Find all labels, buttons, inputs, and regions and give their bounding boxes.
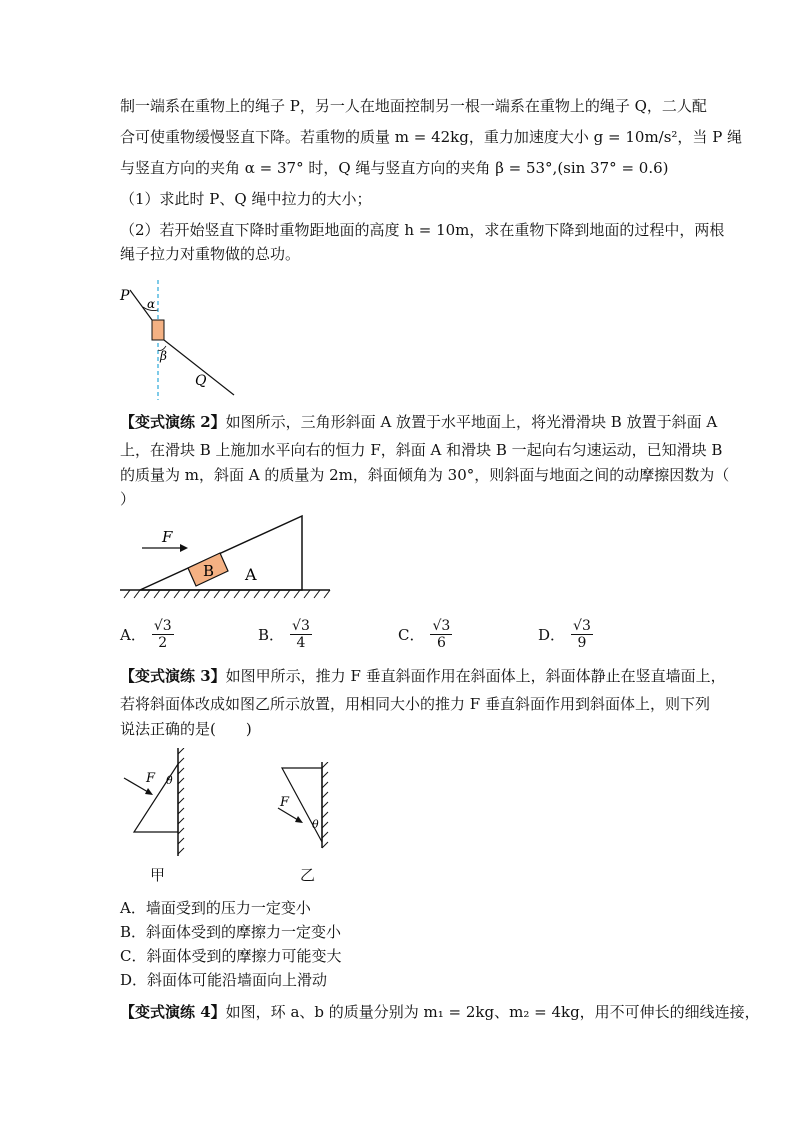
force-jia-arrow (124, 778, 148, 792)
wall-jia-hatching (178, 748, 184, 854)
label-alpha: α (147, 297, 156, 311)
problem3-line1 (120, 666, 726, 686)
incline-figure (120, 510, 340, 605)
option-d[interactable] (538, 618, 593, 651)
problem1-question2-line2: 绳子拉力对重物做的总功。 (120, 245, 301, 263)
label-beta: β (160, 349, 167, 363)
problem2-line1-text: 如图所示，三角形斜面 A 放置于水平地面上，将光滑滑块 B 放置于斜面 A (225, 413, 718, 431)
label-q: Q (195, 373, 207, 389)
option-a-label: A． (120, 626, 146, 644)
problem4-tag: 【变式演练 4】 (120, 1003, 226, 1021)
option-a-denominator: 2 (158, 635, 168, 651)
ground-hatching (124, 590, 330, 598)
option-a-numerator: √3 (153, 618, 172, 634)
problem1-question1: （1）求此时 P、Q 绳中拉力的大小； (120, 190, 372, 208)
problem1-line2: 合可使重物缓慢竖直下降。若重物的质量 m = 42kg，重力加速度大小 g = 10m/s²，当 P 绳 (120, 128, 743, 146)
label-theta-jia: θ (166, 774, 173, 787)
weight-block (152, 320, 164, 340)
problem3-option-b[interactable]: B．斜面体受到的摩擦力一定变小 (120, 923, 342, 941)
problem2-line3: 的质量为 m，斜面 A 的质量为 2m，斜面倾角为 30°，则斜面与地面之间的动摩擦因数为（ (120, 466, 730, 484)
problem2-line2: 上，在滑块 B 上施加水平向右的恒力 F，斜面 A 和滑块 B 一起向右匀速运动，已知滑块 B (120, 441, 723, 459)
label-theta-yi: θ (312, 818, 319, 831)
figure-yi (272, 762, 342, 852)
option-b[interactable] (258, 618, 312, 651)
force-f-arrowhead (180, 544, 188, 552)
caption-jia: 甲 (150, 866, 166, 884)
label-b: B (203, 562, 215, 580)
rope-figure (110, 280, 250, 405)
problem3-option-c[interactable]: C．斜面体受到的摩擦力可能变大 (120, 947, 342, 965)
problem1-line1: 制一端系在重物上的绳子 P，另一人在地面控制另一根一端系在重物上的绳子 Q，二人配 (120, 97, 707, 115)
problem2-line4: ） (120, 490, 136, 508)
label-a: A (245, 565, 257, 584)
option-c-numerator: √3 (432, 618, 451, 634)
option-b-fraction (290, 618, 312, 651)
problem1-line3: 与竖直方向的夹角 α = 37° 时，Q 绳与竖直方向的夹角 β = 53°,(sin 37° = 0.6) (120, 159, 669, 177)
figure-jia (120, 748, 190, 860)
problem3-line2: 若将斜面体改成如图乙所示放置，用相同大小的推力 F 垂直斜面作用到斜面体上，则下列 (120, 695, 710, 713)
problem4-line1-text: 如图，环 a、b 的质量分别为 m₁ = 2kg、m₂ = 4kg，用不可伸长的细线连接， (225, 1003, 760, 1021)
label-p: P (120, 288, 130, 304)
option-a-fraction (152, 618, 174, 651)
problem3-line3: 说法正确的是( ) (120, 720, 252, 738)
option-c[interactable] (398, 618, 452, 651)
option-a[interactable] (120, 618, 174, 651)
problem3-option-d[interactable]: D．斜面体可能沿墙面向上滑动 (120, 971, 328, 989)
label-f-yi: F (280, 795, 290, 810)
problem4-line1 (120, 1002, 760, 1022)
wall-yi-hatching (322, 762, 328, 848)
problem1-question2-line1: （2）若开始竖直下降时重物距地面的高度 h = 10m，求在重物下降到地面的过程中，两根 (120, 221, 725, 239)
problem2-line1 (120, 412, 717, 432)
label-f: F (162, 528, 173, 546)
option-c-label: C． (398, 626, 425, 644)
problem3-tag: 【变式演练 3】 (120, 667, 226, 685)
option-d-numerator: √3 (573, 618, 591, 634)
label-f-jia: F (146, 771, 156, 786)
option-b-label: B． (258, 626, 285, 644)
problem3-line1-text: 如图甲所示，推力 F 垂直斜面作用在斜面体上，斜面体静止在竖直墙面上， (225, 667, 726, 685)
problem3-option-a[interactable]: A．墙面受到的压力一定变小 (120, 899, 311, 917)
option-d-label: D． (538, 626, 566, 644)
option-d-denominator: 9 (577, 635, 587, 651)
caption-yi: 乙 (300, 866, 316, 884)
option-b-denominator: 4 (296, 635, 306, 651)
option-c-fraction (430, 618, 452, 651)
option-b-numerator: √3 (292, 618, 310, 634)
option-d-fraction (571, 618, 593, 651)
option-c-denominator: 6 (436, 635, 446, 651)
problem2-tag: 【变式演练 2】 (120, 413, 226, 431)
